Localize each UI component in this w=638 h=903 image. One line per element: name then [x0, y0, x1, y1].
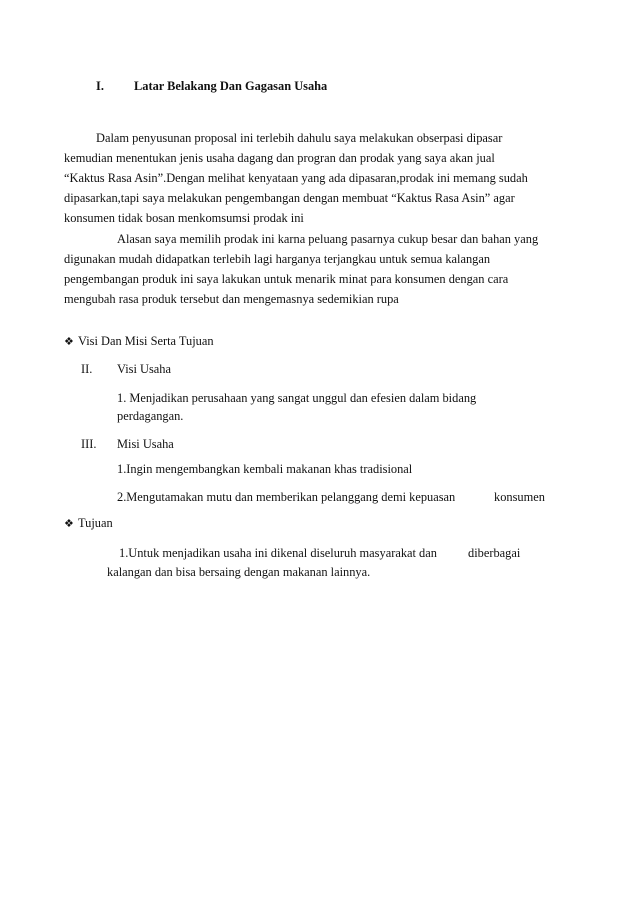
- paragraph-line: mengubah rasa produk tersebut dan mengemasnya sedemikian rupa: [64, 292, 399, 306]
- paragraph-line: pengembangan produk ini saya lakukan untuk menarik minat para konsumen dengan cara: [64, 272, 509, 286]
- paragraph-line: dipasarkan,tapi saya melakukan pengembangan dengan membuat “Kaktus Rasa Asin” agar: [64, 191, 515, 205]
- diamond-bullet-icon: ❖: [64, 518, 74, 530]
- paragraph-line: kemudian menentukan jenis usaha dagang dan progran dan prodak yang saya akan jual: [64, 151, 495, 165]
- section-number: I.: [96, 79, 104, 93]
- tujuan-item-line: kalangan dan bisa bersaing dengan makanan lainnya.: [107, 565, 371, 579]
- misi-item: 1.Ingin mengembangkan kembali makanan khas tradisional: [117, 462, 413, 476]
- tujuan-heading: [64, 516, 113, 531]
- paragraph-line: “Kaktus Rasa Asin”.Dengan melihat kenyataan yang ada dipasaran,prodak ini memang sudah: [64, 171, 528, 185]
- paragraph-line: konsumen tidak bosan menkomsumsi prodak ini: [64, 211, 304, 225]
- paragraph-line: Alasan saya memilih prodak ini karna peluang pasarnya cukup besar dan bahan yang: [117, 232, 539, 246]
- visi-number: II.: [81, 362, 93, 376]
- section-title: Latar Belakang Dan Gagasan Usaha: [134, 79, 328, 93]
- visi-misi-heading: [64, 334, 214, 349]
- misi-item-end: konsumen: [494, 490, 545, 504]
- misi-item: 2.Mengutamakan mutu dan memberikan pelanggang demi kepuasan: [117, 490, 456, 504]
- tujuan-item-line-end: diberbagai: [468, 546, 521, 560]
- tujuan-heading-text: Tujuan: [78, 516, 113, 530]
- visi-misi-heading-text: Visi Dan Misi Serta Tujuan: [78, 334, 214, 348]
- misi-number: III.: [81, 437, 97, 451]
- misi-title: Misi Usaha: [117, 437, 174, 451]
- paragraph-background: [64, 128, 564, 228]
- paragraph-reason: [64, 229, 564, 309]
- paragraph-line: Dalam penyusunan proposal ini terlebih dahulu saya melakukan obserpasi dipasar: [96, 131, 503, 145]
- visi-title: Visi Usaha: [117, 362, 171, 376]
- diamond-bullet-icon: ❖: [64, 336, 74, 348]
- paragraph-line: digunakan mudah didapatkan terlebih lagi harganya terjangkau untuk semua kalangan: [64, 252, 491, 266]
- visi-item-line: perdagangan.: [117, 409, 184, 423]
- tujuan-item-line: 1.Untuk menjadikan usaha ini dikenal diseluruh masyarakat dan: [119, 546, 437, 560]
- visi-item-line: 1. Menjadikan perusahaan yang sangat unggul dan efesien dalam bidang: [117, 391, 477, 405]
